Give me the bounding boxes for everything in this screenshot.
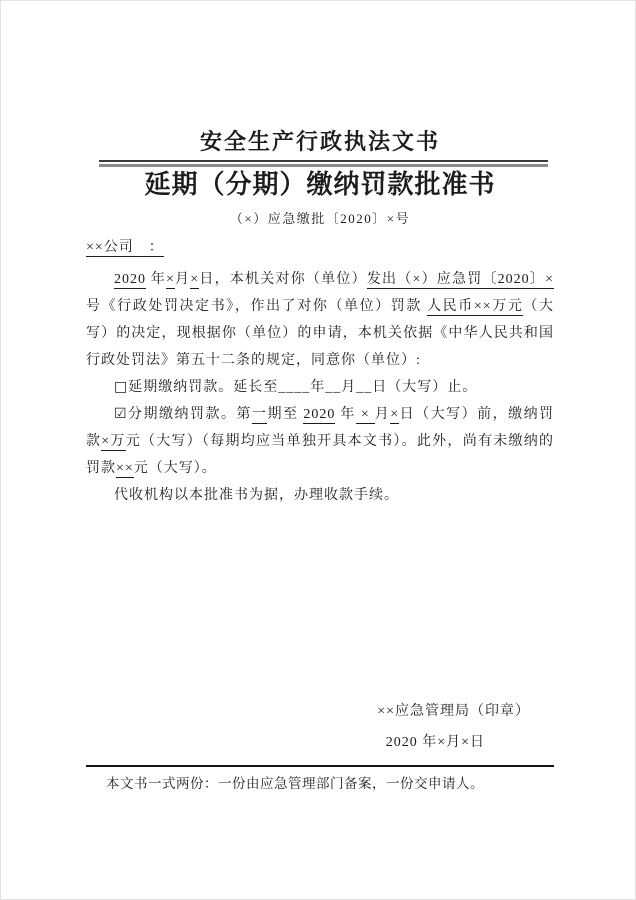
option-deferral-text (128, 380, 477, 395)
static-text: 月 (374, 407, 391, 422)
fill-in-value: 一 (251, 407, 268, 422)
static-text: 分期缴纳罚款。第 (127, 407, 252, 422)
fill-in-value: 2020 (114, 272, 146, 287)
title-divider (99, 160, 548, 167)
fill-in-value: × (190, 272, 200, 287)
document-number: （×）应急缴批〔2020〕×号 (229, 211, 411, 226)
installment-checkbox-checked[interactable]: ☑ (114, 406, 128, 422)
document-content (1, 127, 635, 793)
issuing-authority-seal-line: ××应急管理局（印章） (377, 704, 530, 719)
static-text: 年 (146, 272, 166, 287)
fill-in-value: ×× (116, 461, 134, 476)
copies-distribution-note: 本文书一式两份：一份由应急管理部门备案，一份交申请人。 (106, 776, 484, 791)
static-text: 日，本机关对你（单位） (199, 272, 367, 287)
option-installment-row (86, 401, 554, 482)
static-text: 年 (335, 407, 356, 422)
page-title: 延期（分期）缴纳罚款批准书 (144, 170, 496, 199)
recipient-name: ××公司 ： (86, 240, 164, 255)
fill-in-value: 2020 (303, 407, 336, 422)
decision-paragraph (86, 266, 554, 374)
fill-in-value: × (390, 407, 400, 422)
static-text: 元（大写）（每期均应当单独开具本文书）。此外，尚有未缴纳的罚款 (86, 434, 554, 476)
deferral-checkbox[interactable]: □ (114, 379, 129, 395)
fill-in-value: 人民币××万元 (427, 299, 524, 314)
issue-date: 2020 年×月×日 (385, 735, 485, 750)
recipient-line (86, 237, 554, 259)
static-text: 日（大写）前，缴纳罚款 (86, 407, 555, 449)
static-text: 延期缴纳罚款。延长至____年__月__日（大写）止。 (128, 380, 478, 395)
collection-instruction-paragraph: 代收机构以本批准书为据，办理收款手续。 (114, 488, 399, 503)
signature-block (86, 702, 554, 753)
option-installment-text (86, 407, 554, 478)
document-category-title: 安全生产行政执法文书 (199, 129, 440, 154)
static-text: 月 (174, 272, 191, 287)
static-text: 元（大写）。 (133, 461, 217, 476)
footer-divider (86, 765, 554, 767)
fill-in-value: × (355, 407, 375, 422)
option-deferral-row (86, 374, 554, 401)
fill-in-value: ×万 (101, 434, 126, 449)
fill-in-value: × (165, 272, 175, 287)
static-text: （大写）的决定，现根据你（单位）的申请，本机关依据《中华人民共和国行政处罚法》第五十二条的规定，同意你（单位）: (86, 299, 555, 368)
static-text: 期至 (267, 407, 304, 422)
fill-in-value: 发出（×）应急罚〔2020〕× (366, 272, 555, 287)
static-text: 号《行政处罚决定书》，作出了对你（单位）罚款 (86, 299, 428, 314)
